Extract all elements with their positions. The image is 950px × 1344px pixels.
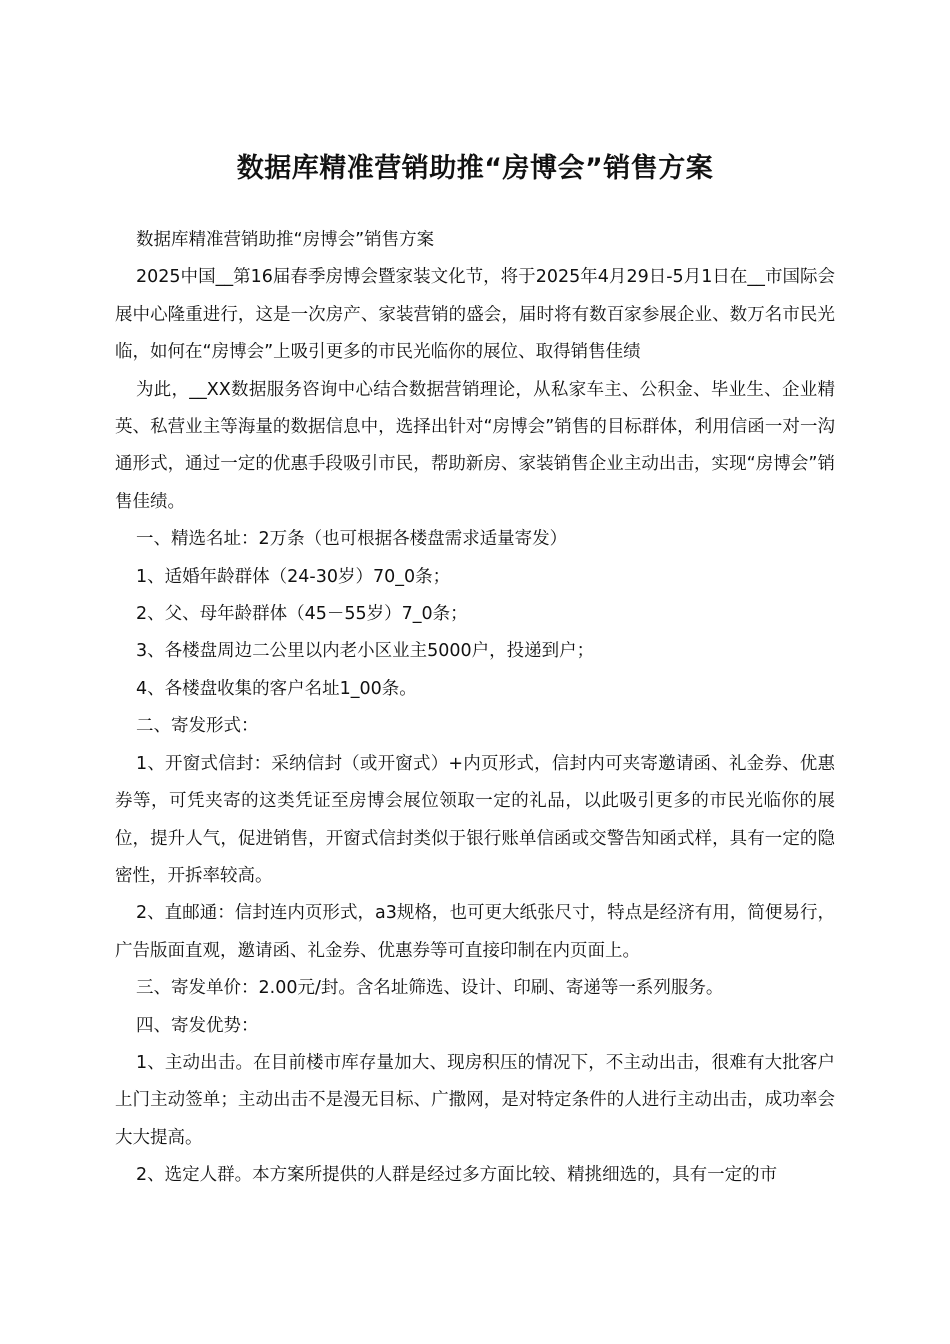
document-title: 数据库精准营销助推“房博会”销售方案 <box>236 153 714 185</box>
list-item: 4、各楼盘收集的客户名址1_00条。 <box>136 678 417 699</box>
paragraph-subtitle: 数据库精准营销助推“房博会”销售方案 <box>136 230 435 250</box>
list-item: 2、父、母年龄群体（45－55岁）7_0条； <box>136 604 468 625</box>
list-item: 3、各楼盘周边二公里以内老小区业主5000户，投递到户； <box>136 641 595 662</box>
list-item: 1、适婚年龄群体（24-30岁）70_0条； <box>136 566 451 587</box>
list-item: 2、选定人群。本方案所提供的人群是经过多方面比较、精挑细选的，具有一定的市 <box>136 1165 778 1186</box>
list-item: 1、开窗式信封：采纳信封（或开窗式）+内页形式，信封内可夹寄邀请函、礼金券、优惠券等，可凭夹寄的这类凭证至房博会展位领取一定的礼品，以此吸引更多的市民光临你的展位，提升人气，促进销售，开窗式信封类似于银行账单信函或交警告知函式样，具有一定的隐密性，开拆率较高。 <box>115 753 835 886</box>
section-heading-advantages: 四、寄发优势： <box>136 1015 259 1036</box>
section-heading-price: 三、寄发单价：2.00元/封。含名址筛选、设计、印刷、寄递等一系列服务。 <box>136 978 724 999</box>
document-body <box>115 222 835 1195</box>
section-heading-format: 二、寄发形式： <box>136 716 259 737</box>
list-item: 2、直邮通：信封连内页形式，a3规格，也可更大纸张尺寸，特点是经济有用，简便易行，广告版面直观，邀请函、礼金券、优惠券等可直接印制在内页面上。 <box>115 903 835 961</box>
paragraph-purpose: 为此，__XX数据服务咨询中心结合数据营销理论，从私家车主、公积金、毕业生、企业精英、私营业主等海量的数据信息中，选择出针对“房博会”销售的目标群体，利用信函一对一沟通形式，通过一定的优惠手段吸引市民，帮助新房、家装销售企业主动出击，实现“房博会”销售佳绩。 <box>115 379 835 512</box>
section-heading-selection: 一、精选名址：2万条（也可根据各楼盘需求适量寄发） <box>136 529 568 550</box>
list-item: 1、主动出击。在目前楼市库存量加大、现房积压的情况下，不主动出击，很难有大批客户上门主动签单；主动出击不是漫无目标、广撒网，是对特定条件的人进行主动出击，成功率会大大提高。 <box>115 1052 835 1148</box>
paragraph-intro: 2025中国__第16届春季房博会暨家装文化节，将于2025年4月29日-5月1日在__市国际会展中心隆重进行，这是一次房产、家装营销的盛会，届时将有数百家参展企业、数万名市民光临，如何在“房博会”上吸引更多的市民光临你的展位、取得销售佳绩 <box>115 267 835 363</box>
